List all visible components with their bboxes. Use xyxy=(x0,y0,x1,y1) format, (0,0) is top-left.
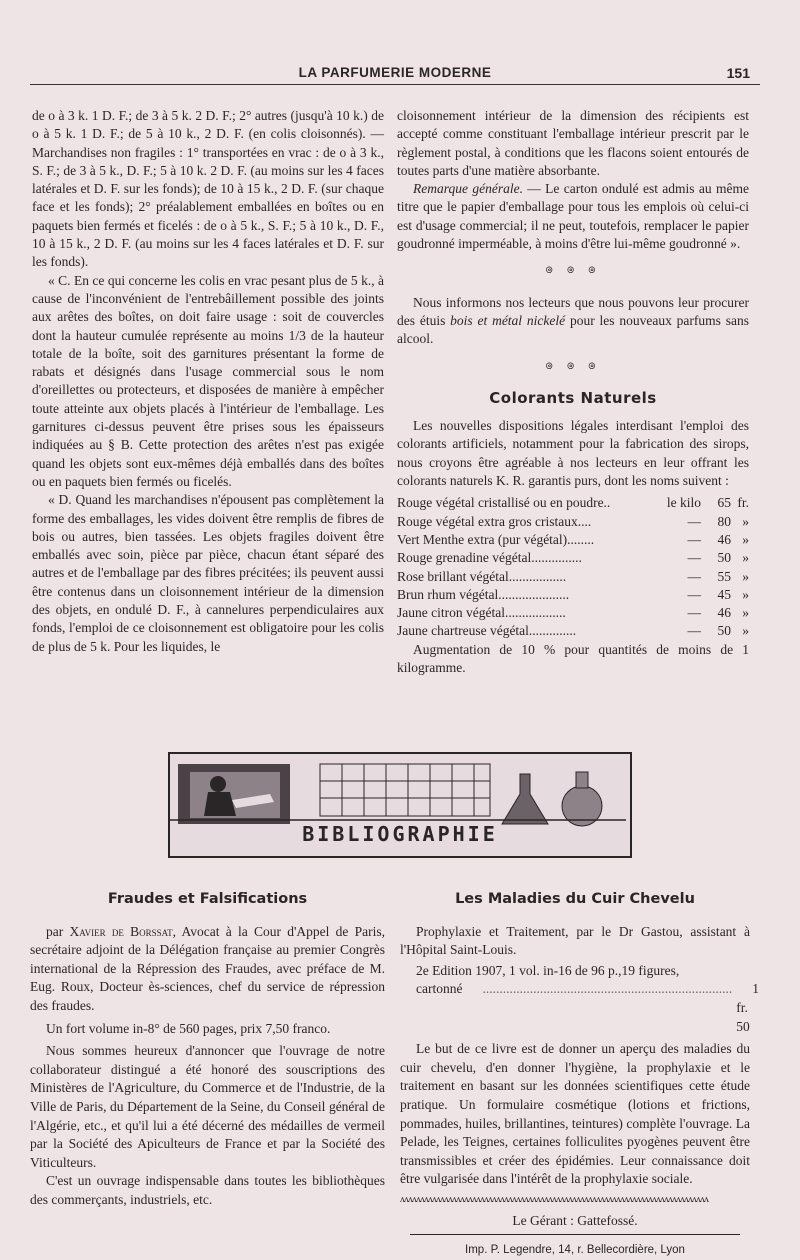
price-row xyxy=(397,513,749,531)
price-row xyxy=(397,494,749,512)
price-price: 50 xyxy=(717,550,731,566)
book-edition: 2e Edition 1907, 1 vol. in-16 de 96 p.,19 figures, xyxy=(416,962,680,978)
remark-text: — Le carton ondulé est admis au même titre que le papier d'emballage pour tous les emplois où celui-ci est d'usage commercial; il ne peut, toutefois, remplacer le papier goudronné imperméable, à moins d'être lui-même goudronné ». xyxy=(397,181,749,252)
price-product: Vert Menthe extra (pur végétal)........ xyxy=(397,531,595,547)
price-unit: — xyxy=(687,550,701,566)
book-title-maladies: Les Maladies du Cuir Chevelu xyxy=(455,891,695,907)
book-subtitle: Prophylaxie et Traitement, par le Dr Gastou, assistant à l'Hôpital Saint-Louis. xyxy=(400,923,750,958)
price-price: 46 xyxy=(717,531,731,547)
book-format: Un fort volume in-8° de 560 pages, prix 7,50 franco. xyxy=(46,1020,331,1036)
price-currency: » xyxy=(742,550,749,566)
price-table xyxy=(397,494,749,640)
price-price: 65 xyxy=(717,495,731,511)
leader-dots: .......................................................................... xyxy=(482,981,733,997)
price-unit: le kilo xyxy=(666,495,701,511)
left-paragraph-3: « D. Quand les marchandises n'épousent pas complètement la forme des emballages, les vides doivent être remplis de fibres de bois ou autres, bien tassées. Les objets fragiles doivent être emballés avec soin, pièce par pièce, chacun étant séparé des autres et de l'emballage par des fibres précitées; ils peuvent aussi être contenus dans un cloisonnement intérieur de la dimension des objets, en ondulé D. F., à cannelures perpendiculaires aux fonds, l'emploi de ce cloisonnement est obligatoire pour les colis de plus de 5 k. Pour les liquides, le xyxy=(32,492,384,654)
price-currency: » xyxy=(742,586,749,602)
left-paragraph-2: « C. En ce qui concerne les colis en vrac pesant plus de 5 k., à cause de l'inconvénient de l'entrebâillement possible des joints aux arêtes des boîtes, on doit faire usage : soit de couvercles dont la hauteur cumulée représente au moins 1/3 de la hauteur totale de la boîte, soit des garnitures présentant la forme de rabats et désignés dans l'usage commercial sous le nom d'oreillettes ou protecteurs, et disposées de manière à empêcher toute atteinte aux objets placés à l'intérieur de l'emballage. Les garnitures ci-dessus peuvent être prises sous les épaisseurs indiquées au § B. Cette protection des arêtes n'est pas exigée quand les objets sont eux-mêmes déjà emballés dans des boîtes ou en paquets bien fermés ou ficelés. xyxy=(32,272,384,489)
ornament-divider-2: ၜ ၜ ၜ xyxy=(545,357,601,373)
price-product: Rouge grenadine végétal............... xyxy=(397,550,582,566)
price-product: Jaune citron végétal.................. xyxy=(397,605,566,621)
price-product: Rouge végétal cristallisé ou en poudre.. xyxy=(397,495,611,511)
remark-label: Remarque générale. xyxy=(413,181,523,197)
book-paragraph-2: C'est un ouvrage indispensable dans toutes les bibliothèques des commerçants, industriels, etc. xyxy=(30,1173,385,1207)
price-product: Brun rhum végétal..................... xyxy=(397,586,570,602)
price-price: 50 xyxy=(717,623,731,639)
bibliography-banner xyxy=(168,752,632,858)
price-unit: — xyxy=(687,568,701,584)
notice-paragraph xyxy=(397,294,749,349)
journal-title: LA PARFUMERIE MODERNE xyxy=(298,65,492,80)
price-row xyxy=(397,531,749,549)
price-unit: — xyxy=(687,513,701,529)
price-currency: fr. xyxy=(737,495,749,511)
author-name: Xavier de Borssat xyxy=(69,923,173,939)
price-unit: — xyxy=(687,586,701,602)
price-price: 80 xyxy=(717,513,731,529)
book-review-maladies xyxy=(400,890,759,1260)
price-currency: » xyxy=(742,623,749,639)
author-rest: , Avocat à la Cour d'Appel de Paris, secrétaire adjoint de la Délégation française au premier Congrès international de la Répression des Fraudes, avec préface de M. Eug. Roux, Docteur ès-sciences, chef du service de répression des fraudes. xyxy=(30,923,385,1013)
binding-label: cartonné xyxy=(416,981,463,997)
augmentation-note: Augmentation de 10 % pour quantités de moins de 1 kilogramme. xyxy=(397,641,749,676)
wavy-divider: ᴧᴧᴧᴧᴧᴧᴧᴧᴧᴧᴧᴧᴧᴧᴧᴧᴧᴧᴧᴧᴧᴧᴧᴧᴧᴧᴧᴧᴧᴧᴧᴧᴧᴧᴧᴧᴧᴧᴧᴧᴧᴧᴧᴧᴧᴧᴧᴧᴧᴧᴧᴧᴧᴧᴧᴧᴧᴧᴧᴧᴧᴧᴧᴧᴧᴧᴧᴧᴧᴧᴧᴧᴧᴧᴧᴧᴧ xyxy=(400,1193,708,1205)
author-prefix: par xyxy=(46,923,70,939)
price-unit: — xyxy=(687,605,701,621)
price-product: Jaune chartreuse végétal.............. xyxy=(397,623,577,639)
notice-after: pour les nouveaux parfums sans alcool. xyxy=(397,312,749,347)
price-price: 55 xyxy=(717,568,731,584)
price-row xyxy=(397,586,749,604)
general-remark xyxy=(397,180,749,253)
price-row xyxy=(397,604,749,622)
price-currency: » xyxy=(742,568,749,584)
page-header xyxy=(30,62,760,85)
bibliography-label: BIBLIOGRAPHIE xyxy=(302,822,498,846)
price-price: 45 xyxy=(717,586,731,602)
book-title-fraudes: Fraudes et Falsifications xyxy=(107,891,308,907)
notice-before: Nous informons nos lecteurs que nous pouvons leur procurer des étuis xyxy=(397,294,749,328)
price-price: 46 xyxy=(717,605,731,621)
gerant-line: Le Gérant : Gattefossé. xyxy=(512,1212,638,1228)
footer-rule xyxy=(410,1234,740,1235)
right-continuation: cloisonnement intérieur de la dimension des récipients est accepté comme constituant l'emballage intérieur prescrit par le règlement postal, à conditions que les flacons soient entourés de toutes parts d'une matière absorbante. xyxy=(397,108,749,178)
price-currency: » xyxy=(742,513,749,529)
price-currency: » xyxy=(742,605,749,621)
price-product: Rouge végétal extra gros cristaux.... xyxy=(397,513,592,529)
left-paragraph-1: de o à 3 k. 1 D. F.; de 3 à 5 k. 2 D. F.; 2° autres (jusqu'à 10 k.) de o à 5 k. 1 D. F.; de 5 à 10 k., 2 D. F. (en colis cloisonnés). — Marchandises non fragiles : 1° transportées en vrac : de o à 3 k., S. F.; de 3 à 5 k., D. F.; 5 à 10 k. 2 D. F. (au moins sur les 4 faces latérales et D. F. sur les fonds); de 10 à 15 k., 2 D. F. (sur chaque face et les fonds); 2° préalablement emballées en boîtes ou en paquets bien fermés et ficelés : de o à 5 k., S. F.; 5 à 10 k., D. F., 10 à 15 k., 2 D. F. (au moins sur les 4 faces latérales et D. F. sur les fonds). xyxy=(32,108,384,270)
section-title: Colorants Naturels xyxy=(489,388,657,407)
book-author-paragraph xyxy=(30,923,385,1016)
price-row xyxy=(397,549,749,567)
section-intro: Les nouvelles dispositions légales interdisant l'emploi des colorants artificiels, notamment pour la fabrication des sirops, nous croyons être agréable à nos lecteurs en leur offrant les colorants naturels K. R. garantis purs, dont les noms suivent : xyxy=(397,418,749,489)
price-row xyxy=(397,568,749,586)
right-column xyxy=(397,107,749,677)
book-body: Le but de ce livre est de donner un aperçu des maladies du cuir chevelu, d'en donner l'hygiène, la prophylaxie et le traitement en basant sur les données scientifiques cette étude pratique. Un formulaire cosmétique (lotions et frictions, pommades, huiles, brillantines, teintures) complète l'ouvrage. La Pelade, les Teignes, certaines folliculites pyogènes peuvent être transmissibles et créer des épidémies. Leur connaissance doit être vulgarisée dans l'intérêt de la prophylaxie sociale. xyxy=(400,1041,750,1187)
page-number: 151 xyxy=(726,65,750,81)
book-paragraph-1: Nous sommes heureux d'annoncer que l'ouvrage de notre collaborateur distingué a été honoré des souscriptions des Ministères de l'Agriculture, du Commerce et de l'Industrie, de la Ville de Paris, du Département de la Seine, du Conseil général de l'Algérie, etc., et qu'il lui a été décerné des médailles de vermeil par la Société des Apiculteurs de France et par la Société des Viticulteurs. xyxy=(30,1043,385,1170)
book-review-fraudes xyxy=(30,890,385,1210)
price-currency: » xyxy=(742,531,749,547)
price-unit: — xyxy=(687,623,701,639)
imprint-line: Imp. P. Legendre, 14, r. Bellecordière, Lyon xyxy=(465,1244,685,1257)
notice-emphasis: bois et métal nickelé xyxy=(450,312,566,328)
binding-price: 1 fr. 50 xyxy=(736,981,759,1034)
price-product: Rose brillant végétal................. xyxy=(397,568,567,584)
book-binding xyxy=(400,980,759,1036)
price-row xyxy=(397,622,749,640)
ornament-divider: ၜ ၜ ၜ xyxy=(545,262,601,278)
price-unit: — xyxy=(687,531,701,547)
left-column xyxy=(32,107,384,656)
